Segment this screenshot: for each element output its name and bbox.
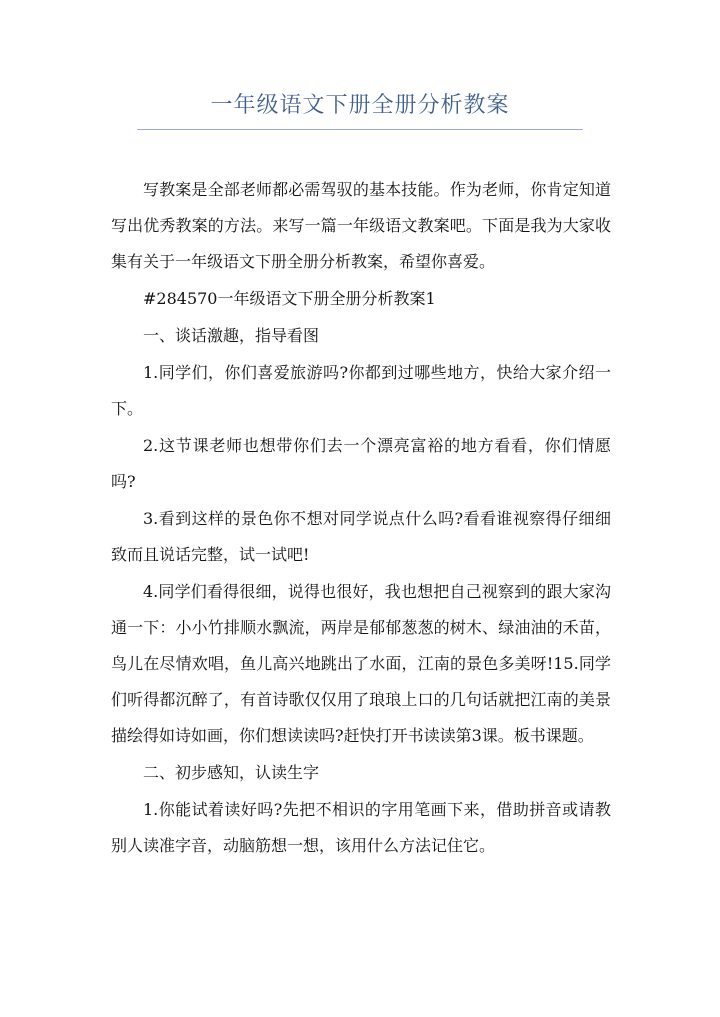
intro-paragraph: 写教案是全部老师都必需驾驭的基本技能。作为老师，你肯定知道写出优秀教案的方法。来写一篇一年级语文教案吧。下面是我为大家收集有关于一年级语文下册全册分析教案，希望你喜爱。 xyxy=(111,180,611,271)
paragraph-item-5: 1.你能试着读好吗?先把不相识的字用笔画下来，借助拼音或请教别人读准字音，动脑筋想一想，该用什么方法记住它。 xyxy=(111,800,611,855)
section-heading-2: 二、初步感知，认读生字 xyxy=(143,763,320,782)
paragraph-item-1: 1.同学们，你们喜爱旅游吗?你都到过哪些地方，快给大家介绍一下。 xyxy=(111,363,611,418)
document-title: 一年级语文下册全册分析教案 xyxy=(210,93,510,118)
paragraph-item-4: 4.同学们看得很细，说得也很好，我也想把自己视察到的跟大家沟通一下：小小竹排顺水飘流，两岸是郁郁葱葱的树木、绿油油的禾苗，鸟儿在尽情欢唱，鱼儿高兴地跳出了水面，江南的景色多美呀!15.同学们听得都沉醉了，有首诗歌仅仅用了琅琅上口的几句话就把江南的美景描绘得如诗如画，你们想读读吗?赶快打开书读读第3课。板书课题。 xyxy=(111,582,611,745)
paragraph-item-3: 3.看到这样的景色你不想对同学说点什么吗?看看谁视察得仔细细致而且说话完整，试一试吧! xyxy=(111,509,611,564)
paragraph-item-2: 2.这节课老师也想带你们去一个漂亮富裕的地方看看，你们情愿吗? xyxy=(111,436,611,491)
lesson-heading: #284570一年级语文下册全册分析教案1 xyxy=(143,289,436,308)
title-divider xyxy=(137,129,583,130)
document-body xyxy=(111,172,611,865)
section-heading-1: 一、谈话激趣，指导看图 xyxy=(143,326,320,345)
